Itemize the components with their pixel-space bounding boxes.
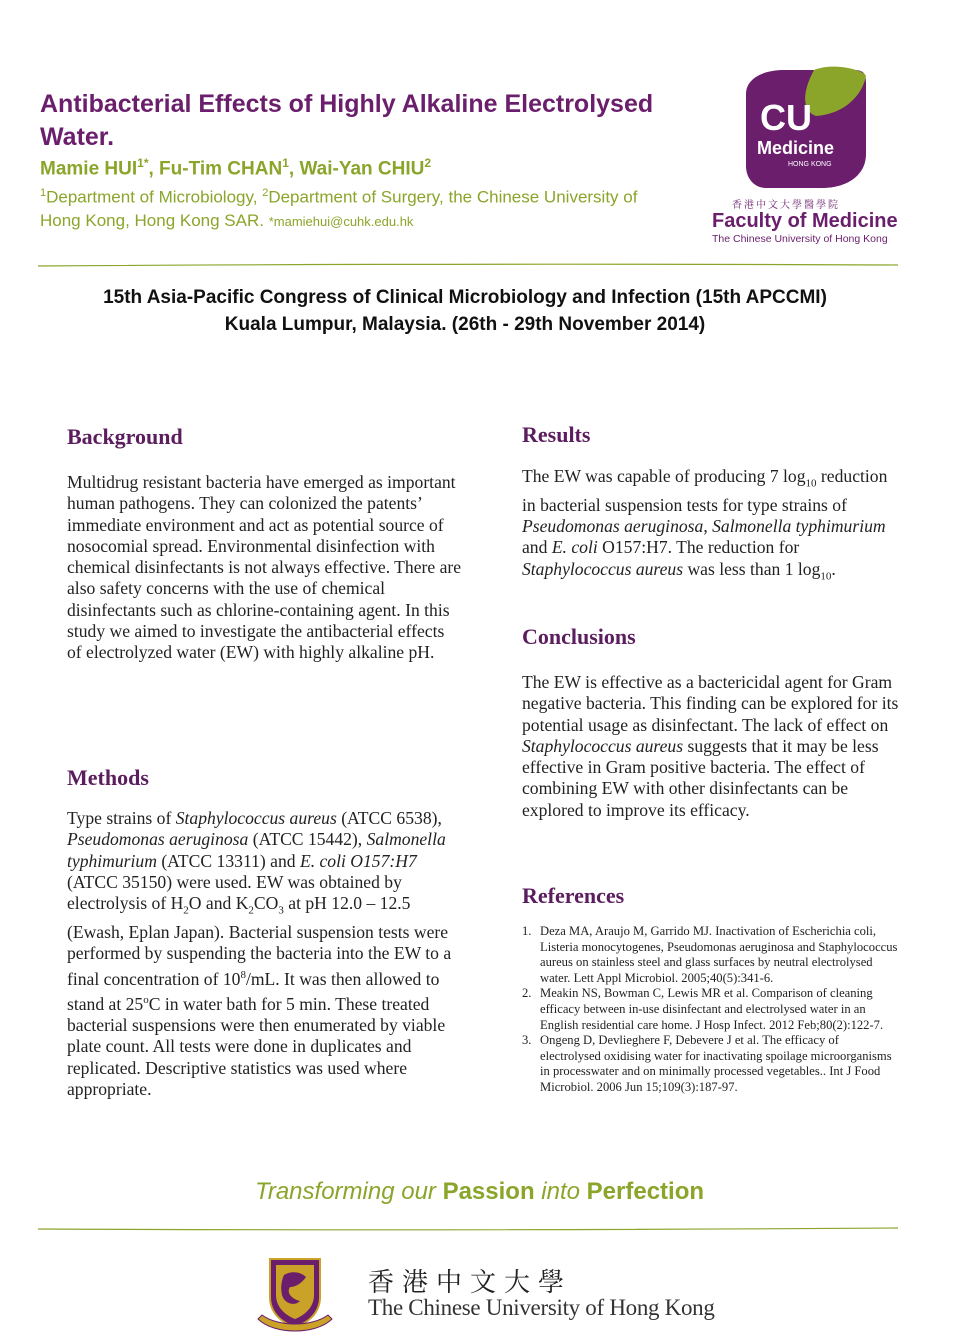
cuhk-chinese-name: 香港中文大學	[368, 1268, 573, 1298]
cuhk-crest-icon	[254, 1253, 336, 1337]
affil-2: Department of Surgery, the Chinese University of Hong Kong, Hong Kong SAR.	[40, 187, 638, 230]
conclusions-heading: Conclusions	[522, 624, 636, 649]
reference-item: 1. Deza MA, Araujo M, Garrido MJ. Inactivation of Escherichia coli, Listeria monocytogenes, Pseudomonas aeruginosa and Staphylococcus aureus on stainless steel and glass surfaces by neutral electrolysed water. Lett Appl Microbiol. 2005;40(5):341-6.	[522, 924, 898, 985]
results-heading: Results	[522, 422, 591, 447]
faculty-name: Faculty of Medicine	[712, 210, 898, 232]
author-sep: ,	[288, 158, 300, 180]
poster-title: Antibacterial Effects of Highly Alkaline Electrolysed Water.	[40, 90, 654, 151]
tagline: Transforming our Passion into Perfection	[254, 1178, 705, 1205]
conference-info	[0, 284, 930, 338]
reference-item: 3. Ongeng D, Devlieghere F, Debevere J et al. The efficacy of electrolysed oxidising water for inactivating spoilage microorganisms in processwater and on minimally processed vegetables.. Int J Food Microbiol. 2006 Jun 15;109(3):187-97.	[522, 1033, 892, 1094]
methods-heading: Methods	[67, 765, 149, 790]
results-text: The EW was capable of producing 7 $\log_{10}$ reduction in bacterial suspension tests for type strains of Pseudomonas aeruginosa, Salmonella typhimurium and E. coli O157:H7. The reduction for Staphylococcus aureus was less than 1 $\log_{10}$.	[522, 466, 888, 583]
email-link[interactable]: *mamiehui@cuhk.edu.hk	[268, 213, 414, 229]
faculty-university: The Chinese University of Hong Kong	[712, 233, 888, 245]
author-sup: 1*	[137, 156, 149, 170]
logo-hongkong-text: HONG KONG	[788, 161, 832, 168]
top-divider	[38, 263, 898, 265]
faculty-chinese-name: 香港中文大學醫學院	[732, 200, 840, 211]
background-heading: Background	[67, 424, 183, 449]
conclusions-text: The EW is effective as a bactericidal agent for Gram negative bacteria. This finding can be explored for its potential usage as disinfectant. The lack of effect on Staphylococcus aureus suggests that it may be less effective in Gram positive bacteria. The effect of combining EW with other disinfectants can be explored to improve its efficacy.	[522, 672, 899, 820]
affiliations	[40, 182, 680, 233]
affil-sup: 2	[262, 187, 269, 199]
author-list	[40, 156, 700, 180]
affil-1: Department of Microbiology,	[46, 187, 258, 207]
methods-text: Type strains of Staphylococcus aureus (ATCC 6538), Pseudomonas aeruginosa (ATCC 15442), Salmonella typhimurium (ATCC 13311) and E. coli O157:H7 (ATCC 35150) were used. EW was obtained by electrolysis of $H_2O$ and $K_2CO_3$ at pH 12.0 – 12.5 (Ewash, Eplan Japan). Bacterial suspension tests were performed by suspending the bacteria into the EW to a final concentration of $10^8/mL$. It was then allowed to stand at 25$^o$C in water bath for 5 min. These treated bacterial suspensions were then enumerated by viable plate count. All tests were done in duplicates and replicated. Descriptive statistics was used where appropriate.	[67, 808, 452, 1099]
references-heading: References	[522, 883, 625, 908]
logo-cu-text: CU	[760, 97, 812, 138]
author-sup: 2	[424, 156, 432, 170]
reference-item: 2. Meakin NS, Bowman C, Lewis MR et al. Comparison of cleaning efficacy between in-use disinfectant and electrolysed water in an English residential care home. J Hosp Infect. 2012 Feb;80(2):122-7.	[522, 986, 884, 1032]
conference-name: 15th Asia-Pacific Congress of Clinical Microbiology and Infection (15th APCCMI)	[103, 287, 827, 308]
author-sep: ,	[148, 158, 160, 180]
cu-medicine-leaf-icon	[704, 66, 904, 196]
background-text: Multidrug resistant bacteria have emerged as important human pathogens. They can colonized the patents’ immediate environment and act as potential source of nosocomial spread. Environmental disinfection with chemical disinfectants is not always effective. There are also safety concerns with the use of chemical disinfectants such as chlorine-containing agent. In this study we aimed to investigate the antibacterial effects of electrolyzed water (EW) with highly alkaline pH.	[67, 472, 462, 663]
affil-sup: 1	[40, 187, 47, 199]
reference-list	[522, 924, 900, 1096]
conference-location: Kuala Lumpur, Malaysia. (26th - 29th November 2014)	[224, 314, 706, 335]
cuhk-english-name: The Chinese University of Hong Kong	[368, 1295, 715, 1320]
bottom-divider	[38, 1226, 898, 1228]
author-name: Wai-Yan CHIU	[299, 158, 425, 180]
logo-medicine-text: Medicine	[757, 138, 835, 158]
author-name: Fu-Tim CHAN	[159, 158, 283, 180]
author-sup: 1	[282, 156, 289, 170]
author-name: Mamie HUI	[40, 158, 138, 180]
